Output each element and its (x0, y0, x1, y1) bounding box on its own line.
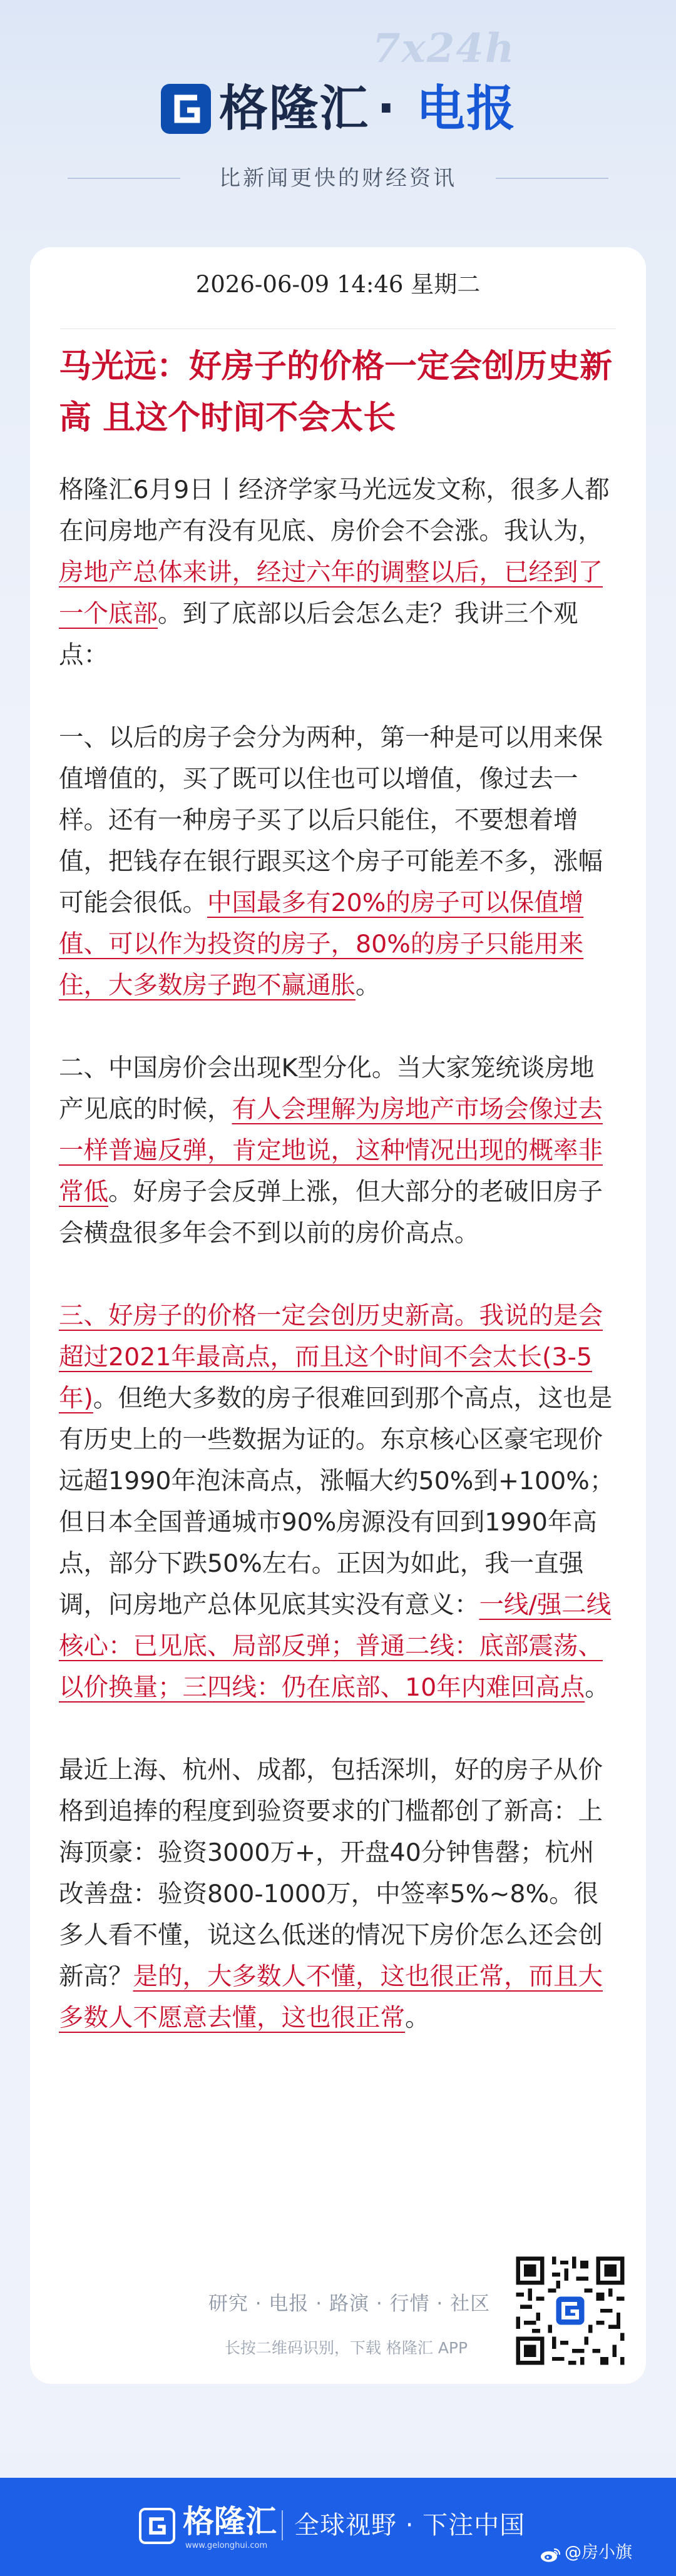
bottom-domain: www.gelonghui.com (185, 2541, 268, 2550)
bottom-tagline: 全球视野 · 下注中国 (294, 2511, 526, 2540)
gelonghui-logo-icon (139, 2508, 175, 2544)
slogan: 比新闻更快的财经资讯 (219, 166, 457, 191)
weibo-username[interactable]: @房小旗 (565, 2543, 632, 2562)
news-card (30, 247, 646, 2384)
header (0, 75, 676, 144)
highlight-text: 是的，大多数人不懂，这也很正常，而且大多数人不愿意去懂，这也很正常 (59, 1962, 603, 2032)
paragraph-5: 最近上海、杭州、成都，包括深圳，好的房子从价格到追捧的程度到验资要求的门槛都创了新高：上海顶豪：验资3000万+，开盘40分钟售罄；杭州改善盘：验资800-1000万，中签率5%~8%。很多人看不懂，说这么低迷的情况下房价怎么还会创新高？是的，大多数人不懂，这也很正常，而且大多数人不愿意去懂，这也很正常。 (59, 1756, 603, 2032)
slogan-divider-right (496, 178, 608, 179)
bottom-brand-name: 格隆汇 (183, 2503, 277, 2540)
highlight-text: 一线/强二线核心：已见底、局部反弹；普通二线：底部震荡、以价换量；三四线：仍在底部、10年内难回高点 (59, 1591, 612, 1702)
qr-code[interactable] (512, 2253, 628, 2369)
highlight-text: 中国最多有20%的房子可以保值增值、可以作为投资的房子，80%的房子只能用来住，大多数房子跑不赢通胀 (59, 888, 584, 1000)
brand-separator: · (377, 81, 396, 137)
gelonghui-logo-icon (161, 84, 211, 134)
bottom-divider (282, 2510, 283, 2540)
paragraph-3: 二、中国房价会出现K型分化。当大家笼统谈房地产见底的时候，有人会理解为房地产市场会像过去一样普遍反弹，肯定地说，这种情况出现的概率非常低。好房子会反弹上涨，但大部分的老破旧房子会横盘很多年会不到以前的房价高点。 (59, 1054, 603, 1248)
publish-datetime: 2026-06-09 14:46 星期二 (195, 271, 481, 298)
datetime-divider (60, 328, 616, 329)
watermark-7x24h: 7x24h (372, 25, 516, 72)
footer-note: 长按二维码识别，下载 格隆汇 APP (224, 2339, 468, 2357)
highlight-text: 有人会理解为房地产市场会像过去一样普遍反弹，肯定地说，这种情况出现的概率非常低 (59, 1095, 603, 1206)
brand-name: 格隆汇 (219, 81, 370, 137)
paragraph-4: 三、好房子的价格一定会创历史新高。我说的是会超过2021年最高点，而且这个时间不会太长(3-5年)。但绝大多数的房子很难回到那个高点，这也是有历史上的一些数据为证的。东京核心区豪宅现价远超1990年泡沫高点，涨幅大约50%到+100%；但日本全国普通城市90%房源没有回到1990年高点，部分下跌50%左右。正因为如此，我一直强调，问房地产总体见底其实没有意义：一线/强二线核心：已见底、局部反弹；普通二线：底部震荡、以价换量；三四线：仍在底部、10年内难回高点。 (59, 1301, 615, 1702)
slogan-divider-left (68, 178, 180, 179)
highlight-text: 三、好房子的价格一定会创历史新高。我说的是会超过2021年最高点，而且这个时间不会太长(3-5年) (59, 1301, 603, 1413)
highlight-text: 房地产总体来讲，经过六年的调整以后，已经到了一个底部 (59, 558, 603, 628)
article-body (59, 469, 616, 2039)
paragraph-1: 格隆汇6月9日丨经济学家马光远发文称，很多人都在问房地产有没有见底、房价会不会涨。我认为，房地产总体来讲，经过六年的调整以后，已经到了一个底部。到了底部以后会怎么走？我讲三个观点： (59, 476, 610, 669)
weibo-icon (540, 2544, 561, 2560)
weibo-source-tag[interactable] (540, 2539, 632, 2567)
brand-product: 电报 (416, 81, 517, 137)
article-title: 马光远：好房子的价格一定会创历史新高 且这个时间不会太长 (59, 347, 613, 437)
slogan-row (0, 160, 676, 197)
paragraph-2: 一、以后的房子会分为两种，第一种是可以用来保值增值的，买了既可以住也可以增值，像过去一样。还有一种房子买了以后只能住，不要想着增值，把钱存在银行跟买这个房子可能差不多，涨幅可能会很低。中国最多有20%的房子可以保值增值、可以作为投资的房子，80%的房子只能用来住，大多数房子跑不赢通胀。 (59, 723, 603, 1000)
footer-links: 研究 · 电报 · 路演 · 行情 · 社区 (208, 2293, 491, 2315)
